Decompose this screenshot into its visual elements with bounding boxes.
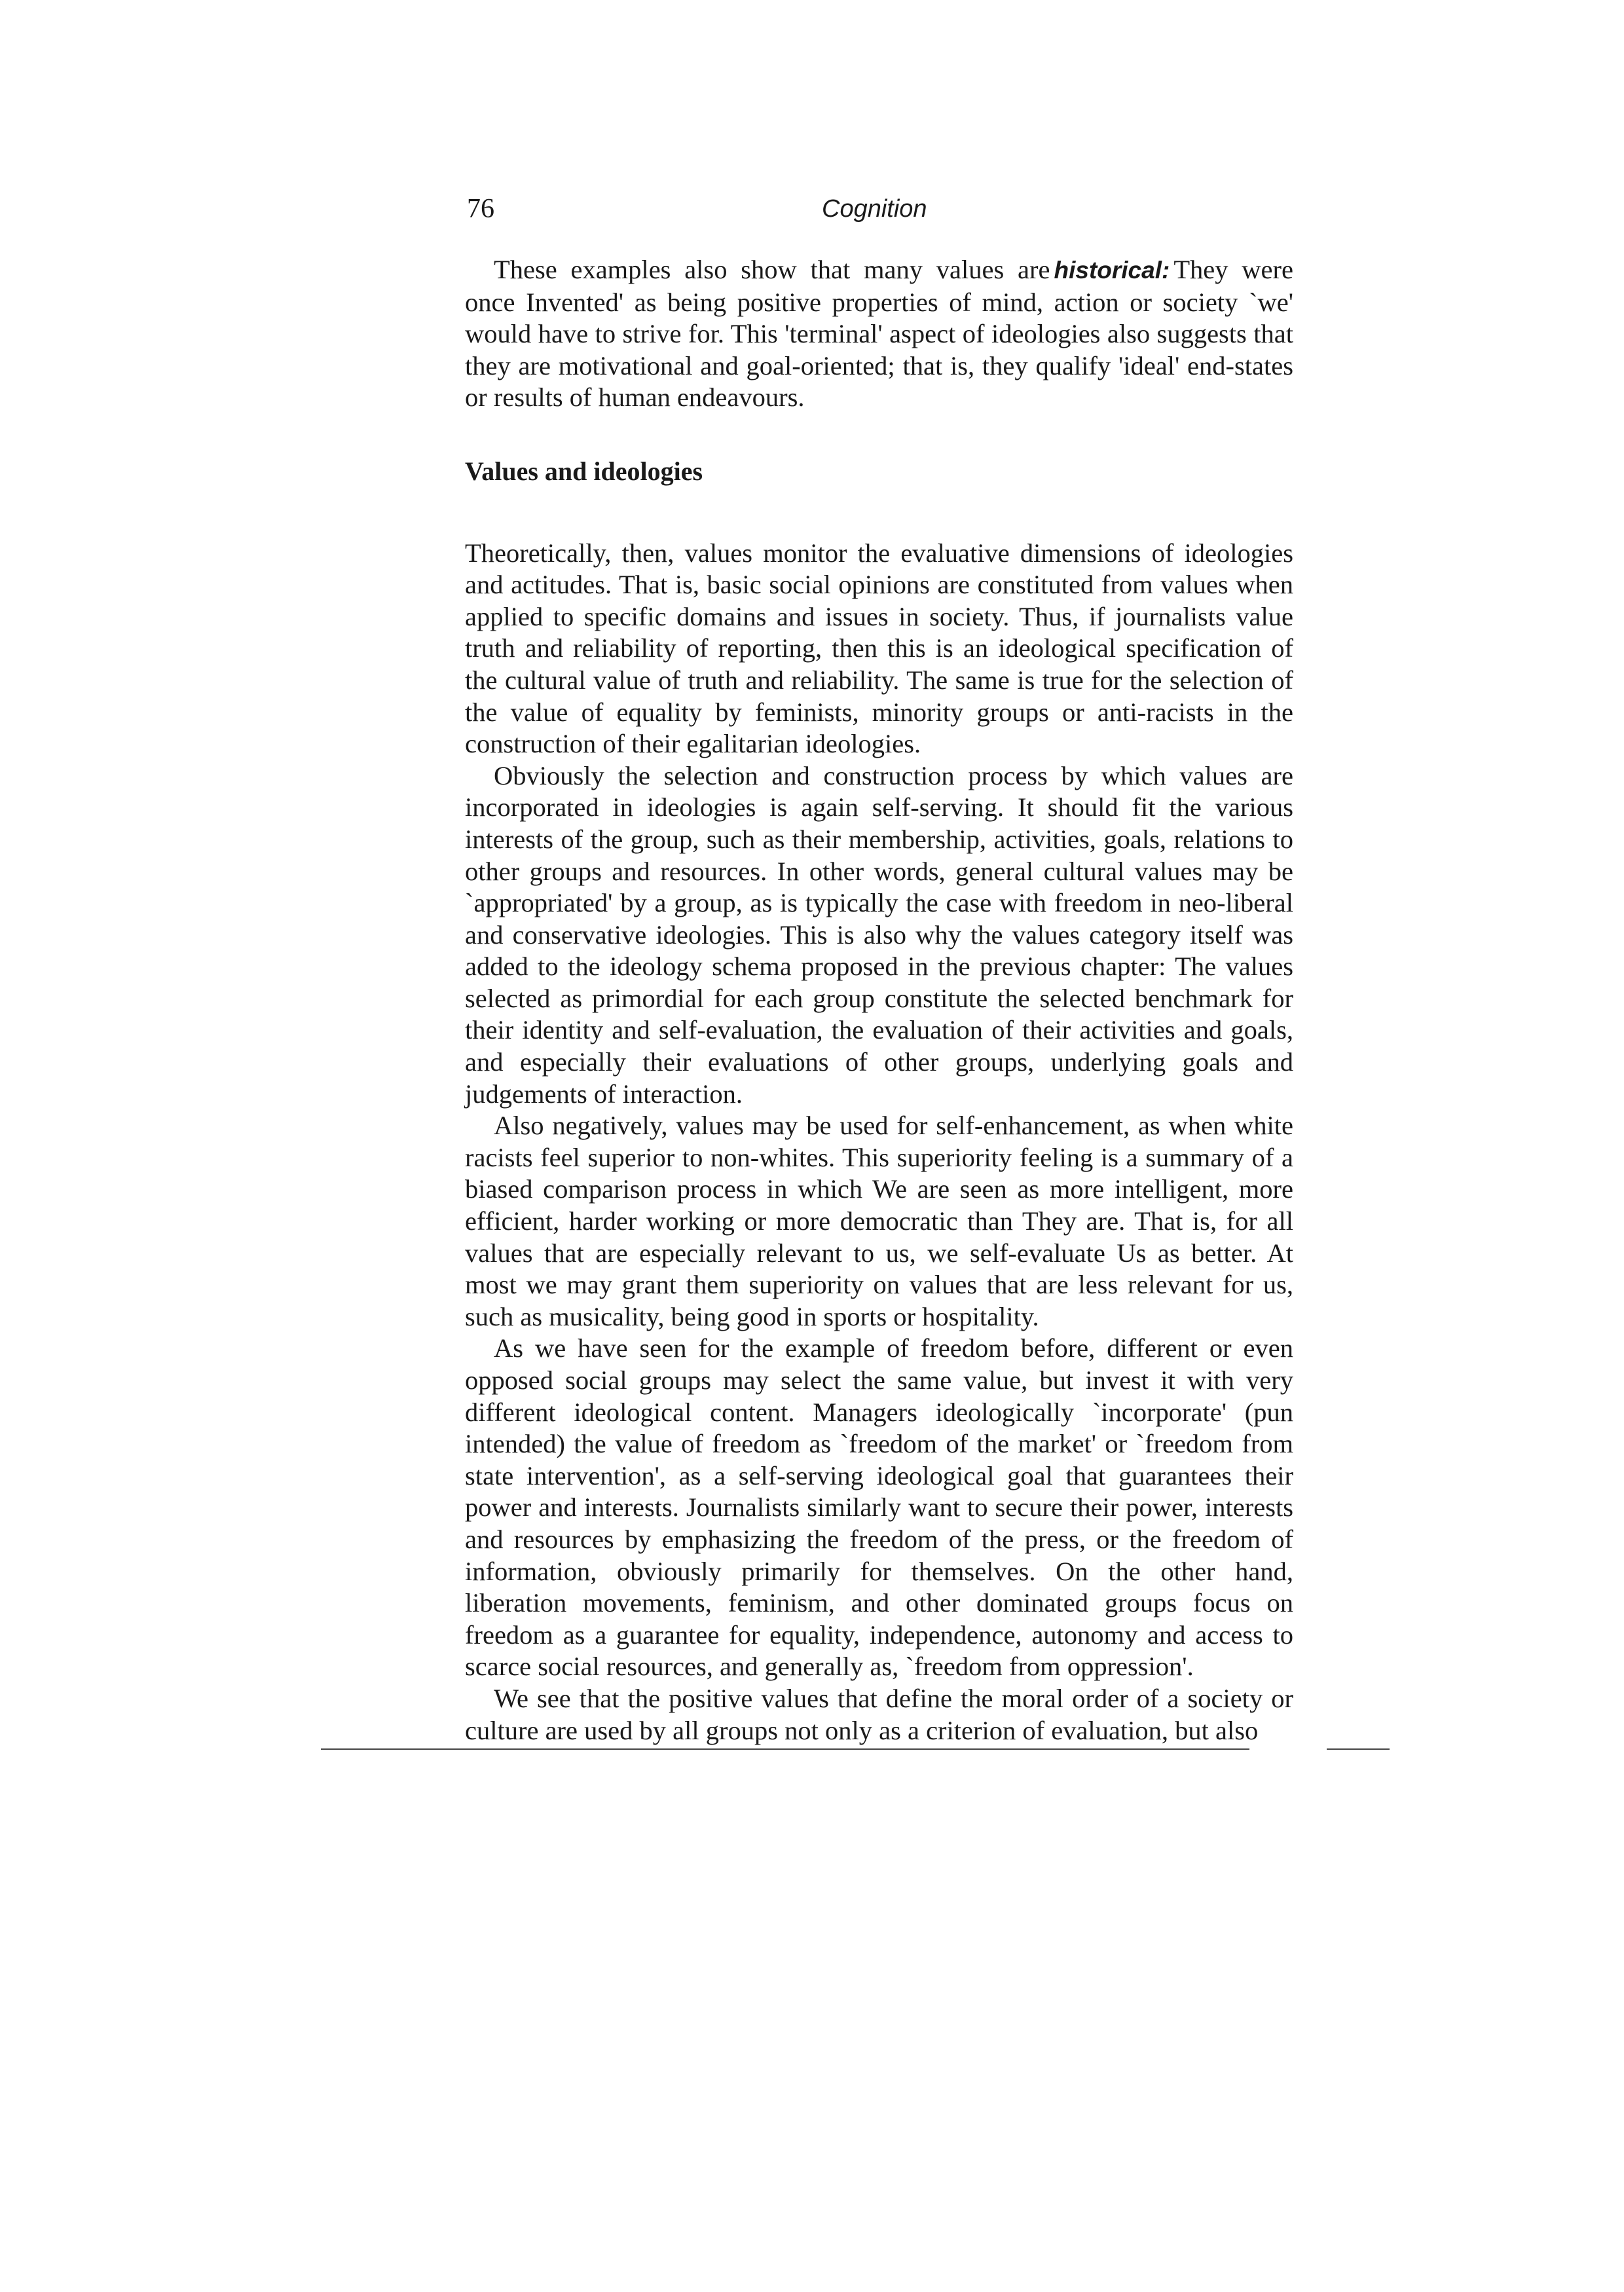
footer-rule-short [1327,1748,1390,1750]
page-number: 76 [467,194,494,224]
intro-lead: These examples also show that many values are [494,255,1050,284]
paragraph-1: Theoretically, then, values monitor the evaluative dimensions of ideologies and actitudes. That is, basic social opinions are constituted from values when applied to specific domains and issues in society. Thus, if journalists value truth and reliability of reporting, then this is an ideological specification of the cultural value of truth and reliability. The same is true for the selection of the value of equality by feminists, minority groups or anti-racists in the construction of their egalitarian ideologies. [465,538,1293,759]
running-head: Cognition [822,195,927,223]
paragraph-2: Obviously the selection and construction process by which values are incorporated in ideologies is again self-serving. It should fit the various interests of the group, such as their membership, activities, goals, relations to other groups and resources. In other words, general cultural values may be `appropriated' by a group, as is typically the case with freedom in neo-liberal and conservative ideologies. This is also why the values category itself was added to the ideology schema proposed in the previous chapter: The values selected as primordial for each group constitute the selected benchmark for their identity and self-evaluation, the evaluation of their activities and goals, and especially their evaluations of other groups, underlying goals and judgements of interaction. [465,760,1293,1109]
intro-emphasis: historical: [1054,257,1170,284]
paragraph-3: Also negatively, values may be used for self-enhancement, as when white racists feel superior to non-whites. This superiority feeling is a summary of a biased comparison process in which We are seen as more intelligent, more efficient, harder working or more democratic than They are. That is, for all values that are especially relevant to us, we self-evaluate Us as better. At most we may grant them superiority on values that are less relevant for us, such as musicality, being good in sports or hospitality. [465,1111,1293,1331]
intro-paragraph [465,254,1293,414]
body-text [465,254,1293,1747]
section-heading: Values and ideologies [465,456,703,486]
paragraph-5: We see that the positive values that define the moral order of a society or culture are used by all groups not only as a criterion of evaluation, but also [465,1683,1293,1745]
footer-rule [321,1748,1249,1750]
paragraph-4: As we have seen for the example of freedom before, different or even opposed social groups may select the same value, but invest it with very different ideological content. Managers ideologically `incorporate' (pun intended) the value of freedom as `freedom of the market' or `freedom from state intervention', as a self-serving ideological goal that guarantees their power and interests. Journalists similarly want to secure their power, interests and resources by emphasizing the freedom of the press, or the freedom of information, obviously primarily for themselves. On the other hand, liberation movements, feminism, and other dominated groups focus on freedom as a guarantee for equality, independence, autonomy and access to scarce social resources, and generally as, `freedom from oppression'. [465,1333,1293,1682]
intro-rest: They were once Invented' as being positive properties of mind, action or society `we' would have to strive for. This 'terminal' aspect of ideologies also suggests that they are motivational and goal-oriented; that is, they qualify 'ideal' end-states or results of human endeavours. [465,255,1293,413]
